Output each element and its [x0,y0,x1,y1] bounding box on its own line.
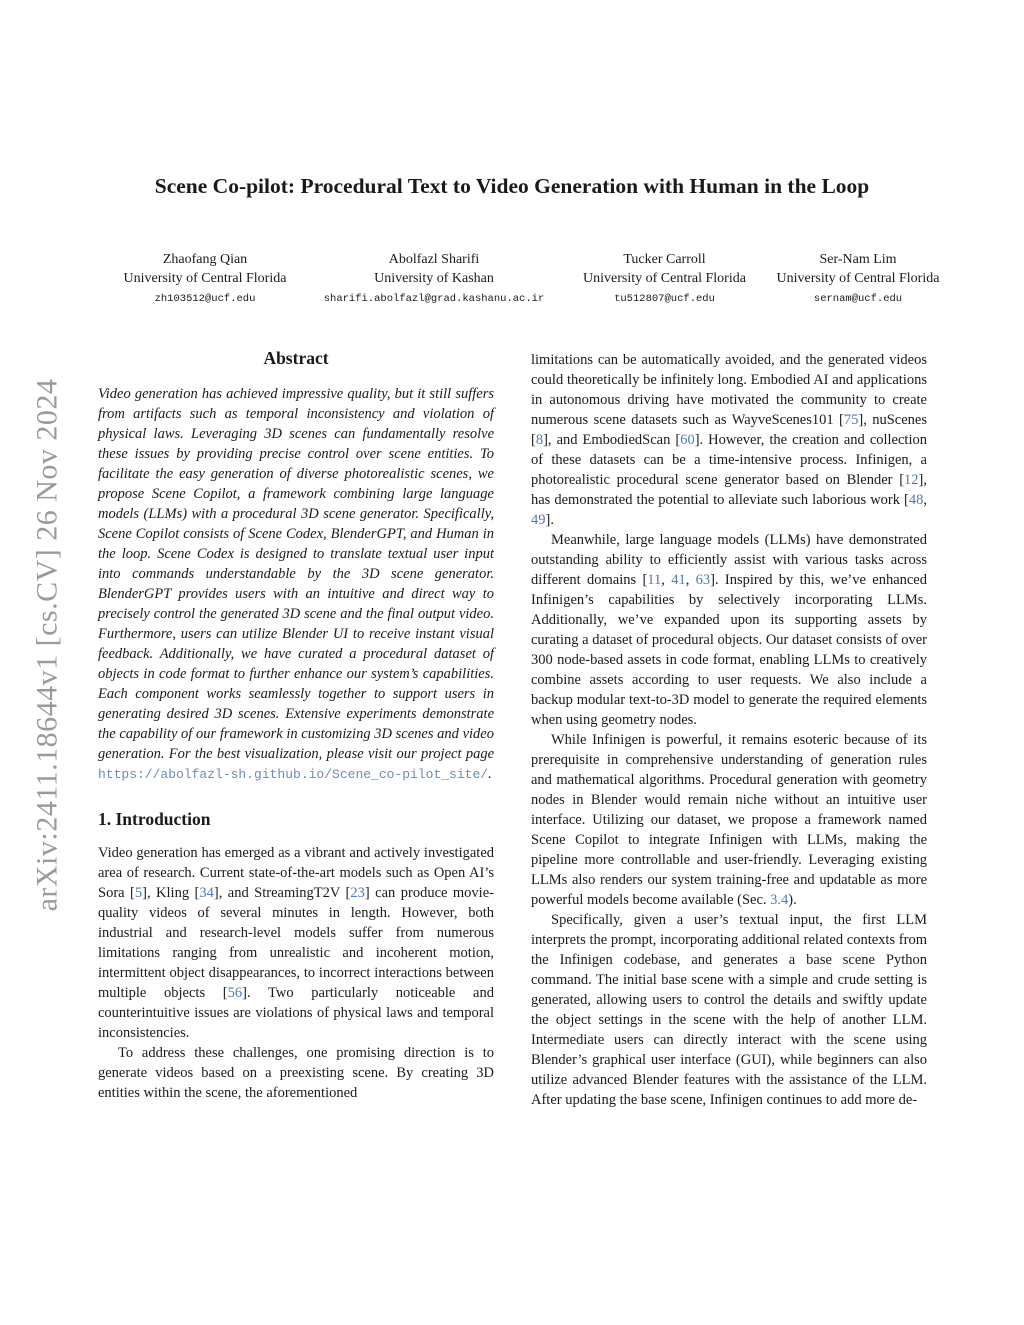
paper-title: Scene Co-pilot: Procedural Text to Video Generation with Human in the Loop [154,174,870,198]
text-span: While Infinigen is powerful, it remains esoteric because of its prerequisite in comprehensive understanding of generation rules and mathematical algorithms. Procedural generation with geometry nodes in Blender would remain niche without an intuitive user interface. Utilizing our dataset, we propose a framework named Scene Copilot to integrate Infinigen with LLMs, making the pipeline more controllable and user-friendly. Leveraging existing LLMs also renders our system training-free and updatable as more powerful models become available (Sec. [531,732,927,908]
citation-link[interactable]: 75 [843,412,859,428]
author-email[interactable]: zh103512@ucf.edu [154,293,256,305]
abstract-text: Video generation has achieved impressive quality, but it still suffers from artifacts such as temporal inconsistency and violation of physical laws. Leveraging 3D scenes can fundamentally resolve these issues by providing precise control over scene entities. To facilitate the easy generation of diverse photorealistic scenes, we propose Scene Copilot, a framework combining large language models (LLMs) with a procedural 3D scene generator. Specifically, Scene Copilot consists of Scene Codex, BlenderGPT, and Human in the loop. Scene Codex is designed to translate textual user input into commands understandable by the 3D scene generator. BlenderGPT provides users with an intuitive and direct way to precisely control the generated 3D scene and the final output video. Furthermore, users can utilize Blender UI to receive instant visual feedback. Additionally, we have curated a procedural dataset of objects in code format to further enhance our system’s capabilities. Each component works seamlessly together to support users in generating desired 3D scenes. Extensive experiments demonstrate the capability of our framework in customizing 3D scenes and video generation. For the best visualization, please visit our project page [98,386,494,762]
text-span: ], has demonstrated the potential to alleviate such laborious work [ [531,472,927,508]
text-span: ]. Inspired by this, we’ve enhanced Infinigen’s capabilities by selectively incorporating LLMs. Additionally, we’ve expanded upon its supporting assets by curating a dataset of procedural objects. Our dataset consists of over 300 node-based assets in code format, enabling LLMs to creatively combine assets according to user requests. We also include a backup modular text-to-3D model to generate the required elements when using geometry nodes. [531,572,927,728]
author-block [110,250,300,309]
body-paragraph [531,730,927,910]
author-name: Zhaofang Qian [162,252,248,267]
author-email[interactable]: sharifi.abolfazl@grad.kashanu.ac.ir [323,293,545,305]
citation-link[interactable]: 34 [199,885,214,901]
text-span: ]. [545,512,554,528]
citation-link[interactable]: 56 [227,985,243,1001]
text-span: ). [788,892,797,908]
citation-link[interactable]: 5 [134,885,143,901]
body-paragraph [531,350,927,530]
text-span: , [923,492,927,508]
abstract-body [98,384,494,785]
citation-link[interactable]: 8 [535,432,544,448]
author-block [765,250,951,309]
citation-link[interactable]: 49 [531,512,546,528]
citation-link[interactable]: 41 [671,572,686,588]
author-name: Abolfazl Sharifi [388,252,480,267]
body-paragraph [531,530,927,730]
text-span: ], Kling [ [142,885,200,901]
section-heading-introduction: 1. Introduction [98,809,211,829]
text-span: ], nuScenes [ [531,412,928,448]
author-name: Ser-Nam Lim [819,252,897,267]
text-span: limitations can be automatically avoided, and the generated videos could theoretically be infinitely long. Embodied AI and applications in autonomous driving have motivated the community to create numerous scene datasets such as WayveScenes101 [ [531,352,927,428]
citation-link[interactable]: 48 [908,492,924,508]
author-affiliation: University of Central Florida [583,271,746,286]
text-span: ]. Two particularly noticeable and counterintuitive issues are violations of physical laws and temporal inconsistencies. [98,985,494,1041]
author-block [572,250,757,309]
citation-link[interactable]: 60 [680,432,695,448]
right-column [531,350,927,1110]
citation-link[interactable]: 12 [904,472,919,488]
text-span: ], and EmbodiedScan [ [543,432,681,448]
author-email[interactable]: sernam@ucf.edu [813,293,903,305]
author-block [305,250,563,309]
text-span: Video generation has emerged as a vibrant and actively investigated area of research. Current state-of-the-art models such as Open AI’s Sora [ [98,845,494,901]
author-name: Tucker Carroll [623,252,706,267]
citation-link[interactable]: 63 [695,572,711,588]
arxiv-sidebar [30,350,64,940]
intro-paragraph: To address these challenges, one promising direction is to generate videos based on a preexisting scene. By creating 3D entities within the scene, the aforementioned [98,1045,494,1101]
text-span: Meanwhile, large language models (LLMs) have demonstrated outstanding ability to efficiently assist with various tasks across different domains [ [531,532,927,588]
author-affiliation: University of Kashan [374,271,494,286]
author-affiliation: University of Central Florida [123,271,287,286]
section-link[interactable]: 3.4 [770,892,789,908]
text-span: ]. However, the creation and collection of these datasets can be a time-intensive process. Infinigen, a photorealistic procedural scene generator based on Blender [ [531,432,927,488]
text-span: , [685,572,696,588]
text-span: ], and StreamingT2V [ [213,885,351,901]
author-affiliation: University of Central Florida [776,271,940,286]
abstract-heading: Abstract [263,348,329,368]
author-email[interactable]: tu512807@ucf.edu [614,293,715,305]
text-span: ] can produce movie-quality videos of several minutes in length. However, both industrial and research-level models suffer from numerous limitations ranging from unrealistic and incoherent motion, intermittent object disappearances, to incorrect interactions between multiple objects [ [98,885,494,1001]
arxiv-identifier: arXiv:2411.18644v1 [cs.CV] 26 Nov 2024 [30,378,63,912]
citation-link[interactable]: 11 [647,572,662,588]
citation-link[interactable]: 23 [350,885,365,901]
left-column [98,348,494,1103]
body-paragraph: Specifically, given a user’s textual input, the first LLM interprets the prompt, incorporating additional related contexts from the Infinigen codebase, and generates a base scene Python command. The initial base scene with a simple and crude setting is generated, allowing users to control the details and swiftly update the object settings in the scene with the help of another LLM. Intermediate users can directly interact with the scene using Blender’s graphical user interface (GUI), while beginners can also utilize advanced Blender features with the assistance of the LLM. After updating the base scene, Infinigen continues to add more de- [531,912,927,1108]
text-span: , [661,572,672,588]
intro-paragraph [98,843,494,1043]
abstract-end: . [488,766,492,782]
project-page-link[interactable]: https://abolfazl-sh.github.io/Scene_co-pilot_site/ [98,767,489,782]
